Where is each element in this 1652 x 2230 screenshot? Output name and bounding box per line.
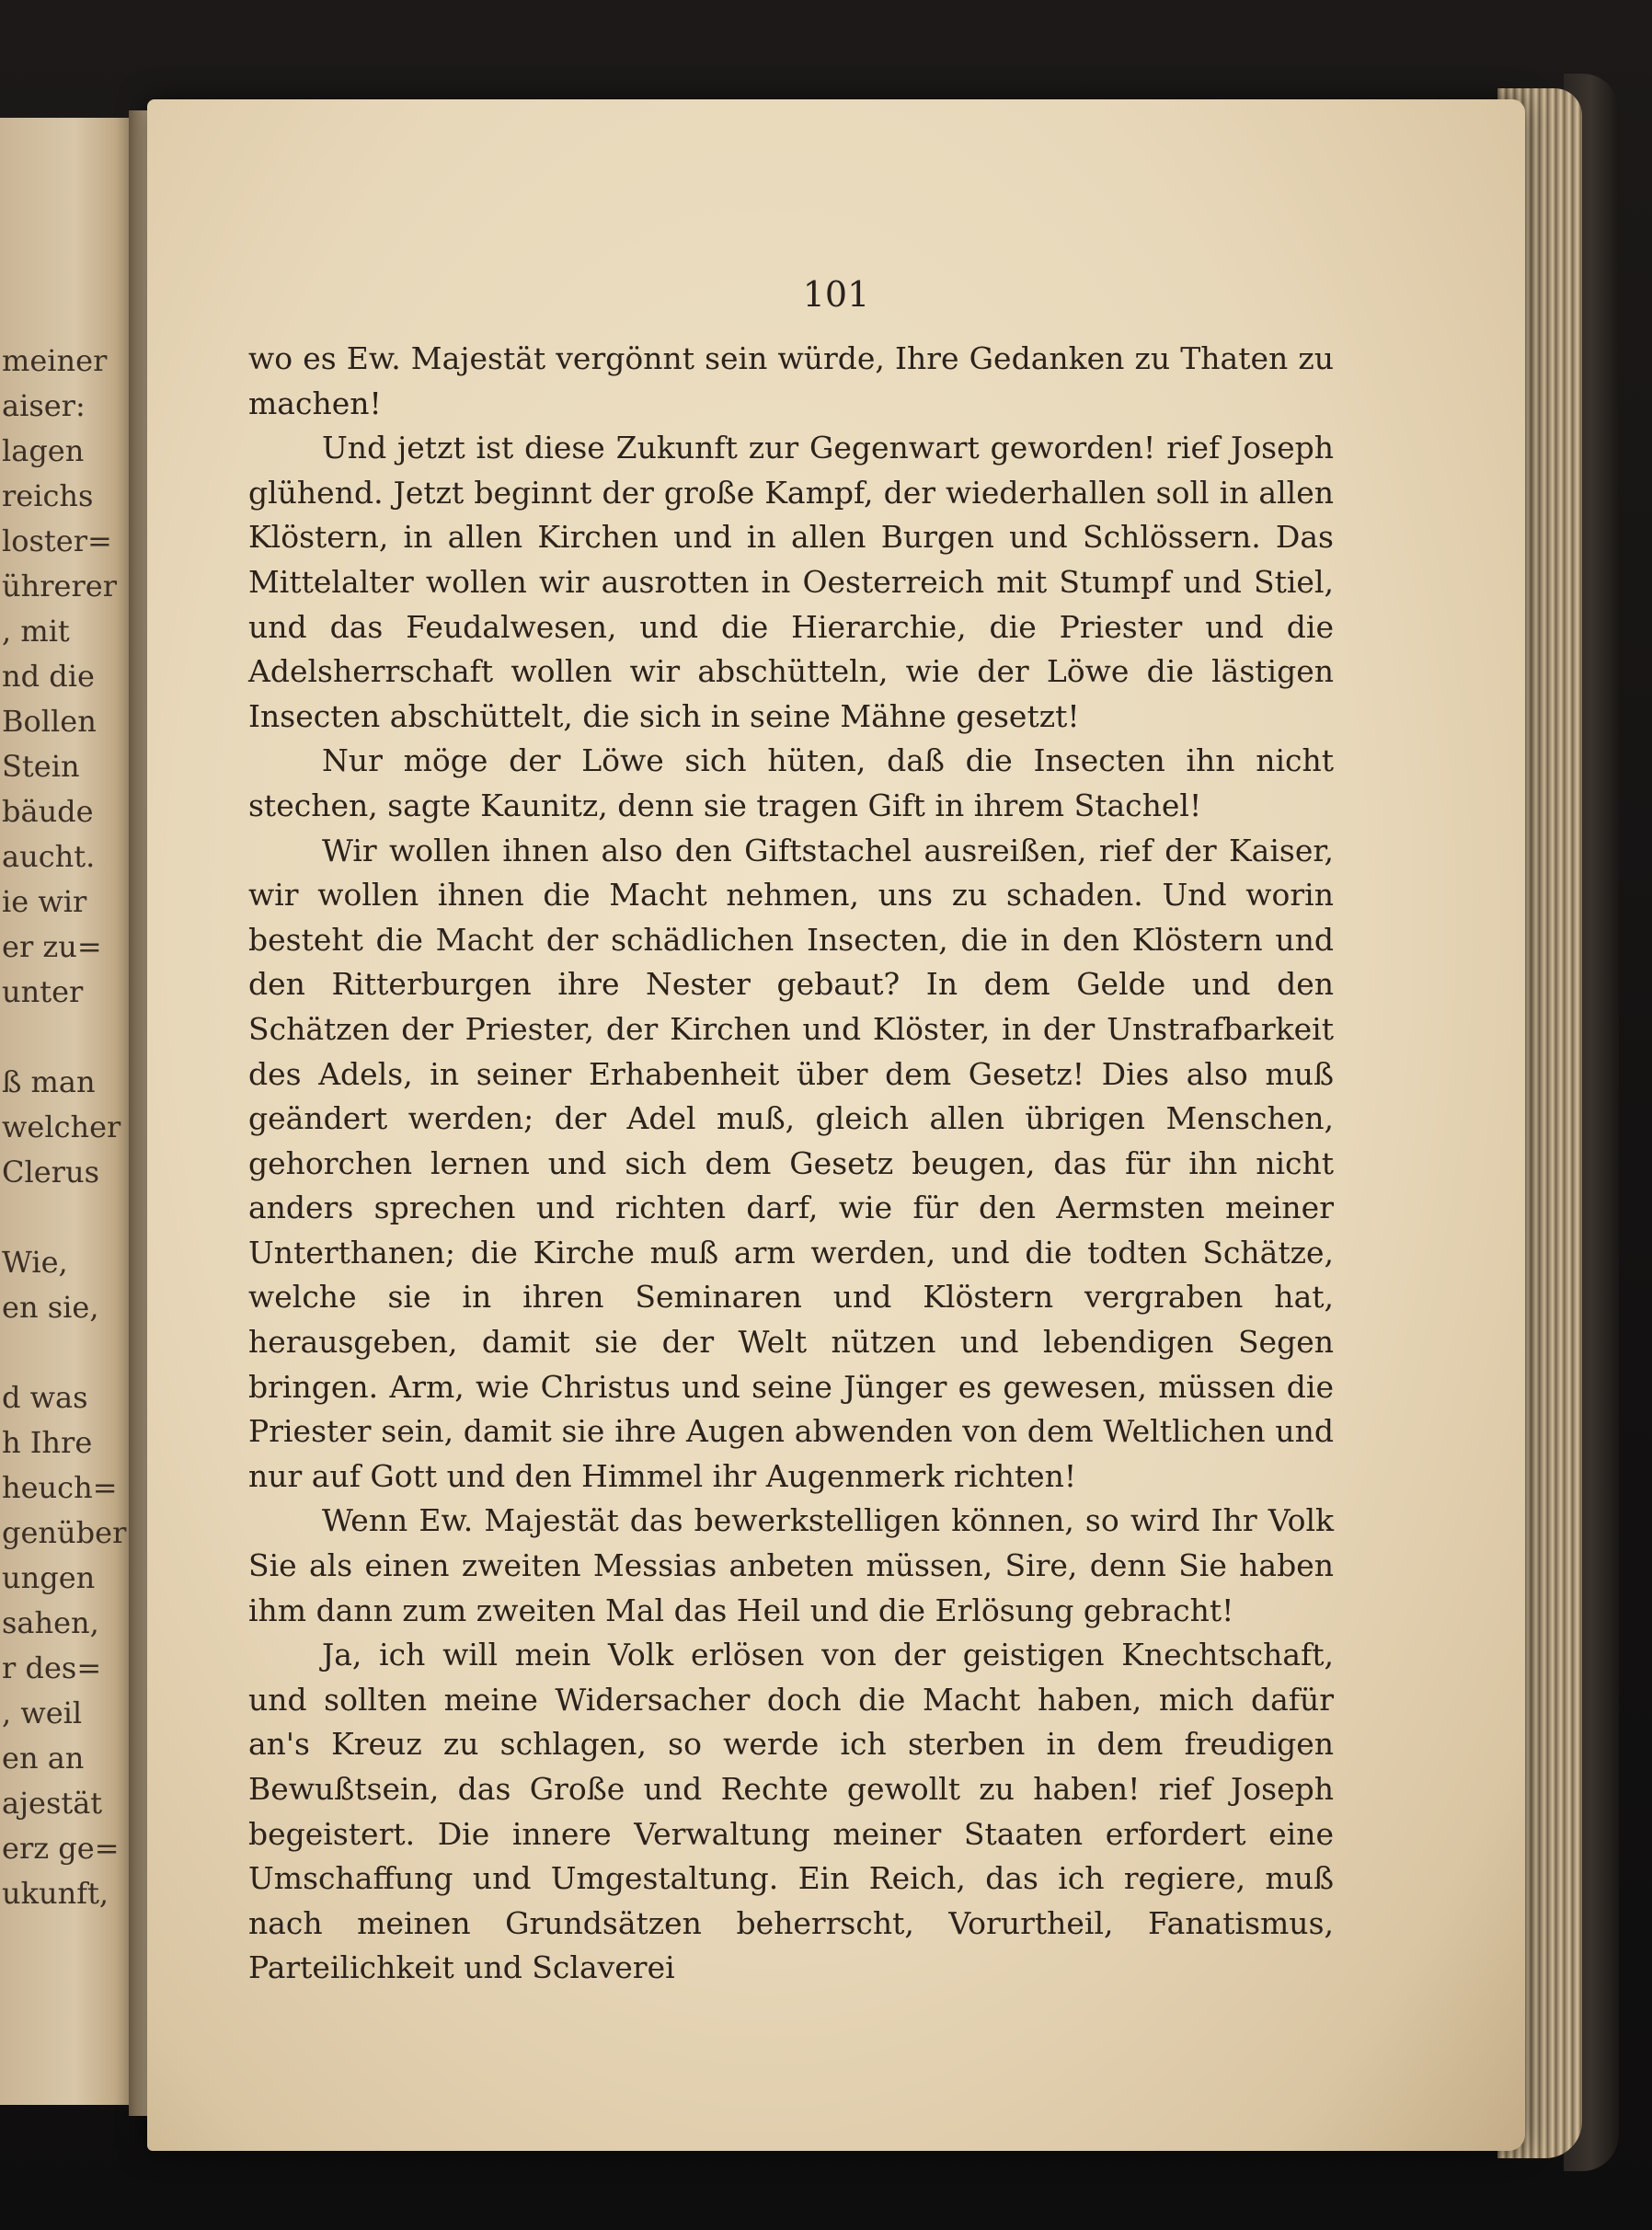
left-page-fragment-line: heuch= (2, 1470, 118, 1505)
left-page-fragment-line: ß man (2, 1064, 96, 1099)
left-page-fragment-line: Clerus (2, 1155, 99, 1190)
left-page-fragment-line: en an (2, 1741, 85, 1776)
page-body-text (248, 337, 1334, 1991)
left-page-fragment-line: ührerer (2, 569, 117, 603)
left-page-fragment-line: erz ge= (2, 1831, 120, 1866)
left-page-fragment-line: h Ihre (2, 1425, 93, 1460)
left-page-fragment-line (2, 1195, 131, 1240)
paragraph: Nur möge der Löwe sich hüten, daß die Insecten ihn nicht stechen, sagte Kaunitz, denn sie tragen Gift in ihrem Stachel! (248, 742, 1334, 823)
left-facing-page (0, 118, 136, 2105)
left-page-fragment-line: loster= (2, 523, 112, 558)
left-page-fragment-line: Bollen (2, 704, 97, 739)
left-page-fragment-line: bäude (2, 794, 94, 829)
left-page-fragment-line: ukunft, (2, 1876, 109, 1911)
paragraph: Ja, ich will mein Volk erlösen von der geistigen Knechtschaft, und sollten meine Widersacher doch die Macht haben, mich dafür an's Kreuz zu schlagen, so werde ich sterben in dem freudigen Bewußtsein, das Große und Rechte gewollt zu haben! rief Joseph begeistert. Die innere Verwaltung meiner Staaten erfordert eine Umschaffung und Umgestaltung. Ein Reich, das ich regiere, muß nach meinen Grundsätzen beherrscht, Vorurtheil, Fanatismus, Parteilichkeit und Sclaverei (248, 1637, 1334, 1986)
left-page-fragment-line: reichs (2, 478, 94, 513)
left-page-fragment-line: ie wir (2, 884, 87, 919)
left-page-fragment-line: genüber (2, 1515, 127, 1550)
paragraph: Wir wollen ihnen also den Giftstachel ausreißen, rief der Kaiser, wir wollen ihnen die Macht nehmen, uns zu schaden. Und worin besteht die Macht der schädlichen Insecten, die in den Klöstern und den Ritterburgen ihre Nester gebaut? In dem Gelde und den Schätzen der Priester, der Kirchen und Klöster, in der Unstrafbarkeit des Adels, in seiner Erhabenheit über dem Gesetz! Dies also muß geändert werden; der Adel muß, gleich allen übrigen Menschen, gehorchen lernen und sich dem Gesetz beugen, das für ihn nicht anders sprechen und richten darf, wie für den Aermsten meiner Unterthanen; die Kirche muß arm werden, und die todten Schätze, welche sie in ihren Seminaren und Klöstern vergraben hat, herausgeben, damit sie der Welt nützen und lebendigen Segen bringen. Arm, wie Christus und seine Jünger es gewesen, müssen die Priester sein, damit sie ihre Augen abwenden von dem Weltlichen und nur auf Gott und den Himmel ihr Augenmerk richten! (248, 832, 1334, 1494)
left-page-fragment-line: ajestät (2, 1786, 103, 1821)
book-page (147, 99, 1525, 2151)
left-page-fragment-line: ungen (2, 1560, 96, 1595)
left-page-fragment-line: , mit (2, 614, 70, 649)
paragraph: Wenn Ew. Majestät das bewerkstelligen können, so wird Ihr Volk Sie als einen zweiten Messias anbeten müssen, Sire, denn Sie haben ihm dann zum zweiten Mal das Heil und die Erlösung gebracht! (248, 1502, 1334, 1628)
left-page-fragment-line: en sie, (2, 1290, 99, 1325)
left-page-fragment-line: r des= (2, 1650, 102, 1685)
paragraph: wo es Ew. Majestät vergönnt sein würde, Ihre Gedanken zu Thaten zu machen! (248, 340, 1334, 421)
left-page-fragment-line: d was (2, 1380, 88, 1415)
left-page-fragment-line: lagen (2, 433, 85, 468)
left-page-fragment-line: Wie, (2, 1245, 68, 1280)
page-number: 101 (802, 274, 870, 315)
left-page-fragment-line: sahen, (2, 1605, 99, 1640)
left-page-fragment-line: meiner (2, 343, 108, 378)
left-page-fragment-line: aiser: (2, 388, 86, 423)
left-page-fragment-line: , weil (2, 1695, 83, 1730)
left-page-fragment-line: Stein (2, 749, 80, 784)
left-page-fragment-line: unter (2, 974, 84, 1009)
left-page-fragment-line: er zu= (2, 929, 102, 964)
left-page-fragment-line (2, 1330, 131, 1375)
left-page-fragment-line: nd die (2, 659, 95, 694)
left-page-fragment-line: aucht. (2, 839, 96, 874)
left-page-text-fragments (2, 339, 131, 1916)
paragraph: Und jetzt ist diese Zukunft zur Gegenwart geworden! rief Joseph glühend. Jetzt beginnt der große Kampf, der wiederhallen soll in allen Klöstern, in allen Kirchen und in allen Burgen und Schlössern. Das Mittelalter wollen wir ausrotten in Oesterreich mit Stumpf und Stiel, und das Feudalwesen, und die Hierarchie, die Priester und die Adelsherrschaft wollen wir abschütteln, wie der Löwe die lästigen Insecten abschüttelt, die sich in seine Mähne gesetzt! (248, 430, 1334, 734)
left-page-fragment-line: welcher (2, 1109, 121, 1144)
left-page-fragment-line (2, 1015, 131, 1060)
